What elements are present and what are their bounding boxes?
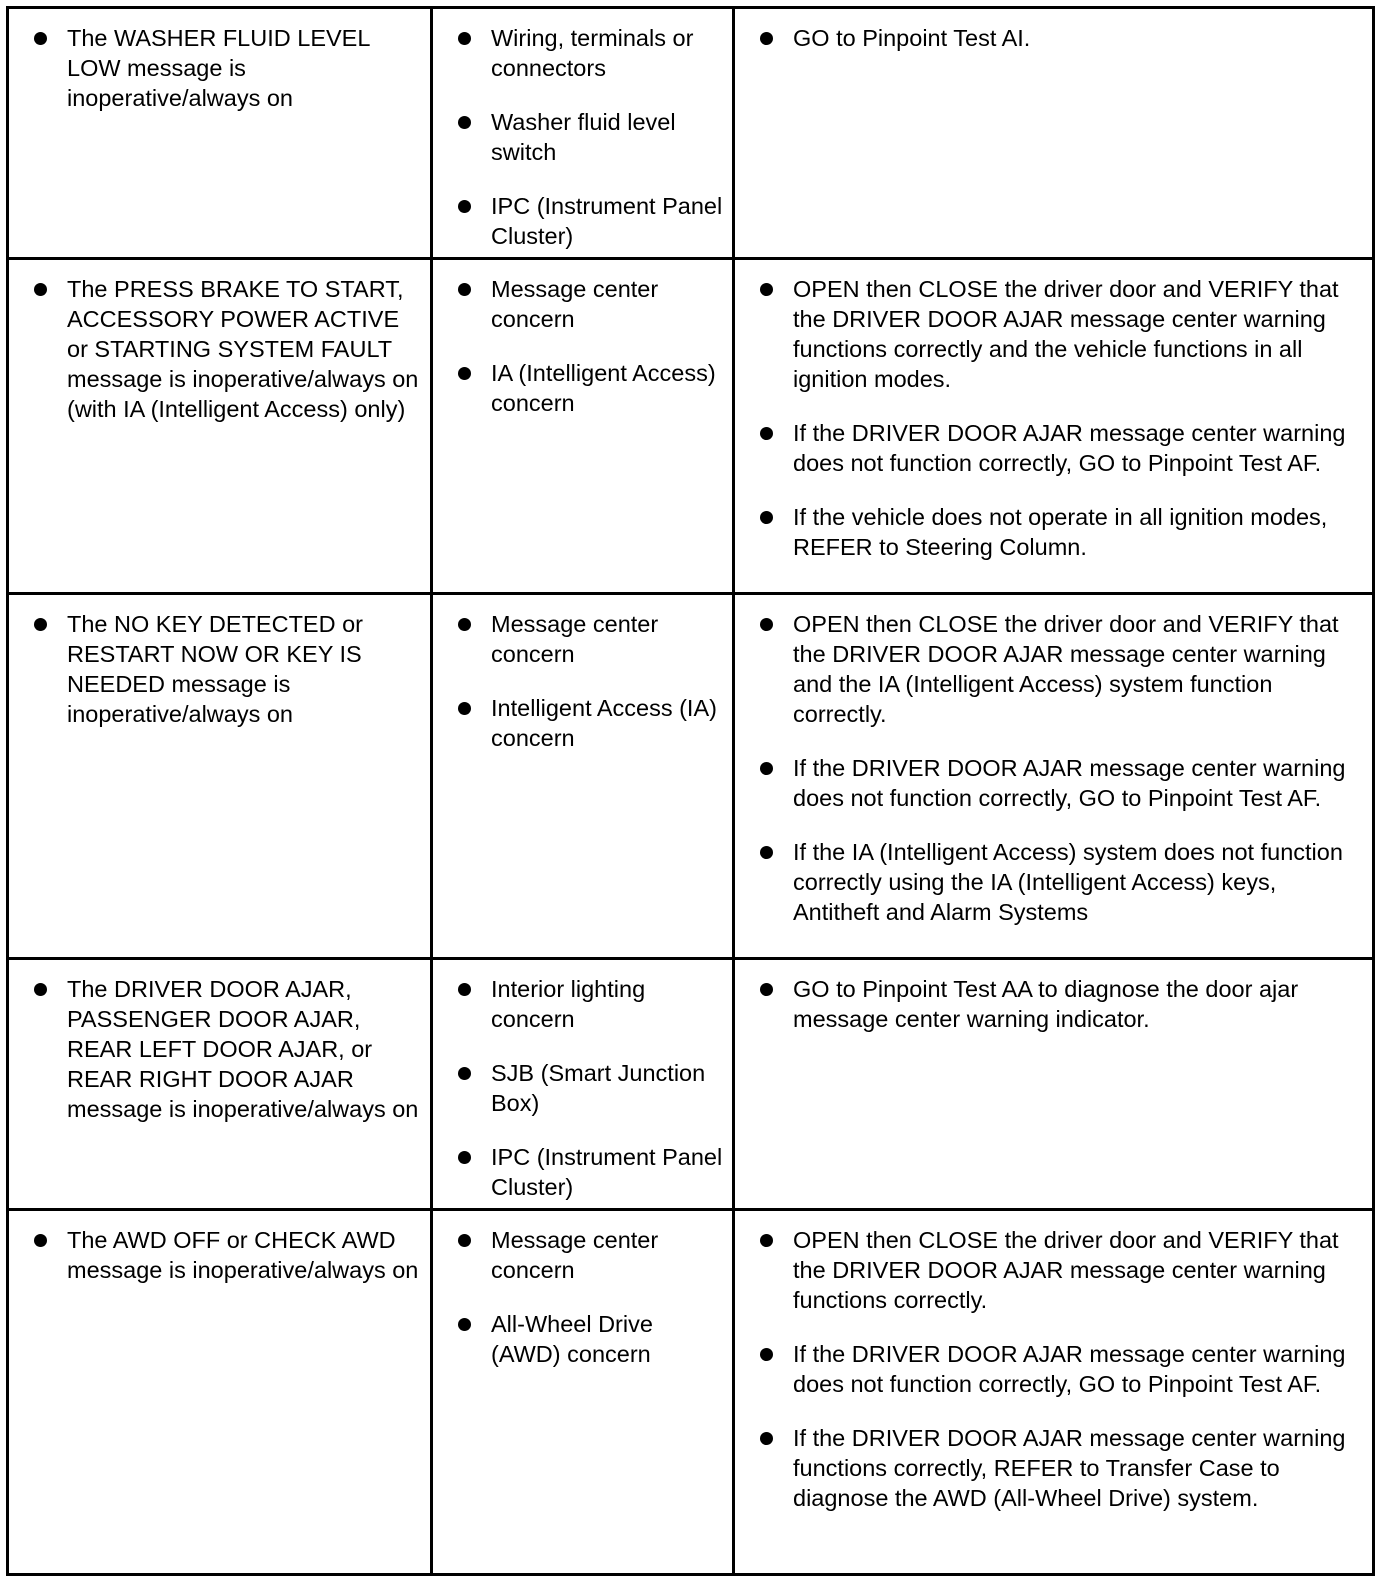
possible-sources-cell [432, 1210, 734, 1575]
table-row [8, 959, 1374, 1210]
symptom-chart-table [6, 6, 1375, 1576]
list-item [757, 609, 1364, 729]
action-text: OPEN then CLOSE the driver door and VERIFY that the DRIVER DOOR AJAR message center warning functions correctly and the vehicle functions in all ignition modes. [793, 276, 1339, 392]
bullet-icon [34, 618, 47, 631]
bullet-icon [458, 116, 471, 129]
list-item [757, 418, 1364, 478]
action-cell [734, 959, 1374, 1210]
cause-text: Message center concern [491, 1227, 659, 1283]
bullet-icon [760, 983, 773, 996]
symptom-cell [8, 8, 432, 259]
symptom-text: The AWD OFF or CHECK AWD message is inoperative/always on [67, 1227, 419, 1283]
list-item [31, 274, 422, 424]
list-item [455, 1142, 724, 1202]
list-item [455, 191, 724, 251]
bullet-icon [458, 1067, 471, 1080]
list-item [455, 609, 724, 669]
cause-text: Interior lighting concern [491, 976, 646, 1032]
bullet-icon [760, 32, 773, 45]
bullet-icon [458, 618, 471, 631]
bullet-icon [34, 1234, 47, 1247]
list-item [455, 1058, 724, 1118]
list-item [757, 274, 1364, 394]
bullet-icon [458, 1318, 471, 1331]
cause-text: Washer fluid level switch [491, 109, 676, 165]
bullet-icon [458, 367, 471, 380]
bullet-icon [458, 1151, 471, 1164]
list-item [455, 107, 724, 167]
bullet-icon [760, 1348, 773, 1361]
list-item [455, 23, 724, 83]
list-item [31, 1225, 422, 1285]
list-item [455, 1225, 724, 1285]
cause-text: IPC (Instrument Panel Cluster) [491, 1144, 723, 1200]
symptom-cell [8, 959, 432, 1210]
action-cell [734, 1210, 1374, 1575]
list-item [757, 23, 1364, 53]
list-item [455, 693, 724, 753]
cause-text: Message center concern [491, 611, 659, 667]
action-cell [734, 259, 1374, 594]
list-item [31, 974, 422, 1124]
list-item [455, 1309, 724, 1369]
cause-text: IA (Intelligent Access) concern [491, 360, 716, 416]
bullet-icon [458, 702, 471, 715]
action-text: OPEN then CLOSE the driver door and VERIFY that the DRIVER DOOR AJAR message center warning functions correctly. [793, 1227, 1339, 1313]
bullet-icon [458, 1234, 471, 1247]
symptom-cell [8, 594, 432, 959]
bullet-icon [34, 983, 47, 996]
list-item [757, 837, 1364, 927]
bullet-icon [760, 762, 773, 775]
table-row [8, 8, 1374, 259]
list-item [31, 23, 422, 113]
list-item [757, 1339, 1364, 1399]
table-row [8, 259, 1374, 594]
bullet-icon [760, 846, 773, 859]
list-item [757, 753, 1364, 813]
list-item [757, 502, 1364, 562]
action-text: OPEN then CLOSE the driver door and VERIFY that the DRIVER DOOR AJAR message center warning and the IA (Intelligent Access) system function correctly. [793, 611, 1339, 727]
bullet-icon [458, 283, 471, 296]
symptom-text: The PRESS BRAKE TO START, ACCESSORY POWER ACTIVE or STARTING SYSTEM FAULT message is inoperative/always on (with IA (Intelligent Access) only) [67, 276, 419, 422]
possible-sources-cell [432, 959, 734, 1210]
bullet-icon [34, 283, 47, 296]
cause-text: All-Wheel Drive (AWD) concern [491, 1311, 653, 1367]
table-row [8, 594, 1374, 959]
action-text: GO to Pinpoint Test AA to diagnose the door ajar message center warning indicator. [793, 976, 1299, 1032]
bullet-icon [760, 1234, 773, 1247]
list-item [455, 358, 724, 418]
cause-text: Intelligent Access (IA) concern [491, 695, 717, 751]
action-text: If the IA (Intelligent Access) system does not function correctly using the IA (Intelligent Access) keys, Antitheft and Alarm Systems [793, 839, 1343, 925]
cause-text: IPC (Instrument Panel Cluster) [491, 193, 723, 249]
list-item [757, 974, 1364, 1034]
list-item [455, 274, 724, 334]
table-row [8, 1210, 1374, 1575]
bullet-icon [760, 618, 773, 631]
bullet-icon [760, 1432, 773, 1445]
action-cell [734, 594, 1374, 959]
action-text: If the DRIVER DOOR AJAR message center warning does not function correctly, GO to Pinpoint Test AF. [793, 755, 1346, 811]
symptom-text: The DRIVER DOOR AJAR, PASSENGER DOOR AJAR, REAR LEFT DOOR AJAR, or REAR RIGHT DOOR AJAR message is inoperative/always on [67, 976, 419, 1122]
bullet-icon [34, 32, 47, 45]
action-text: If the DRIVER DOOR AJAR message center warning functions correctly, REFER to Transfer Case to diagnose the AWD (All-Wheel Drive) system. [793, 1425, 1346, 1511]
bullet-icon [760, 511, 773, 524]
list-item [757, 1423, 1364, 1513]
symptom-text: The NO KEY DETECTED or RESTART NOW OR KEY IS NEEDED message is inoperative/always on [67, 611, 363, 727]
cause-text: SJB (Smart Junction Box) [491, 1060, 706, 1116]
list-item [455, 974, 724, 1034]
action-cell [734, 8, 1374, 259]
possible-sources-cell [432, 8, 734, 259]
action-text: If the DRIVER DOOR AJAR message center warning does not function correctly, GO to Pinpoint Test AF. [793, 1341, 1346, 1397]
action-text: If the vehicle does not operate in all ignition modes, REFER to Steering Column. [793, 504, 1328, 560]
symptom-cell [8, 1210, 432, 1575]
bullet-icon [458, 983, 471, 996]
list-item [757, 1225, 1364, 1315]
action-text: If the DRIVER DOOR AJAR message center warning does not function correctly, GO to Pinpoint Test AF. [793, 420, 1346, 476]
cause-text: Message center concern [491, 276, 659, 332]
bullet-icon [458, 200, 471, 213]
symptom-cell [8, 259, 432, 594]
action-text: GO to Pinpoint Test AI. [793, 25, 1031, 51]
list-item [31, 609, 422, 729]
bullet-icon [760, 427, 773, 440]
symptom-text: The WASHER FLUID LEVEL LOW message is inoperative/always on [67, 25, 370, 111]
possible-sources-cell [432, 259, 734, 594]
bullet-icon [458, 32, 471, 45]
possible-sources-cell [432, 594, 734, 959]
bullet-icon [760, 283, 773, 296]
cause-text: Wiring, terminals or connectors [491, 25, 694, 81]
